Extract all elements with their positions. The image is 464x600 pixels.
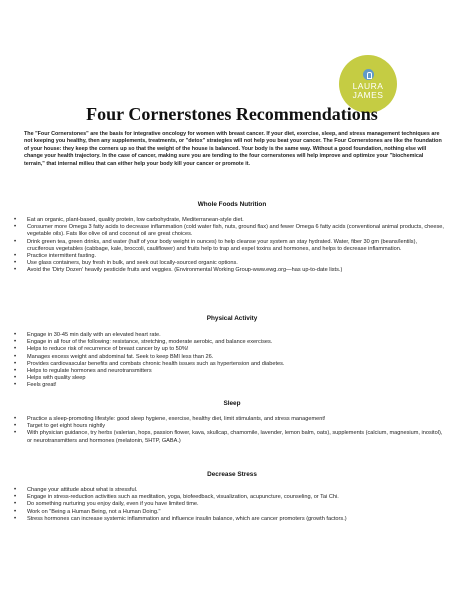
list-item: • Provides cardiovascular benefits and combats chronic health issues such as hypertension and diabetes. (14, 361, 444, 368)
list-item: • Use glass containers, buy fresh in bulk, and seek out locally-sourced organic options. (14, 260, 444, 267)
list-item: • Feels great! (14, 382, 444, 389)
logo-text-line1: LAURA (352, 80, 384, 91)
page-title: Four Cornerstones Recommendations (86, 104, 378, 124)
list-item: • Practice a sleep-promoting lifestyle: good sleep hygiene, exercise, healthy diet, limit stimulants, and stress management! (14, 416, 444, 423)
list-item: • Manages excess weight and abdominal fat. Seek to keep BMI less than 26. (14, 354, 444, 361)
list-item: • Helps to regulate hormones and neurotransmitters (14, 368, 444, 375)
section-heading-decrease-stress: Decrease Stress (207, 471, 257, 478)
physical-activity-list (14, 332, 444, 390)
list-item: • Do something nurturing you enjoy daily, even if you have limited time. (14, 501, 444, 508)
section-heading-physical-activity: Physical Activity (206, 315, 258, 322)
nutrition-list (14, 217, 444, 275)
list-item: • Drink green tea, green drinks, and water (half of your body weight in ounces) to help cleanse your system an stay hydrated. Water, fiber 30 gm (beans/lentils), cruciferous vegetables (cabbage, kale, broccoli, cauliflower) and fruits help to trap and expel toxins and hormones, and helps to decrease inflammation. (14, 239, 444, 253)
section-heading-sleep: Sleep (223, 400, 241, 407)
list-item: • Helps with quality sleep (14, 375, 444, 382)
list-item: • With physician guidance, try herbs (valerian, hops, passion flower, kava, skullcap, chamomile, lavender, lemon balm, oats), supplements (calcium, magnesium, inositol), or neurotransmitters and hormones (melatonin, 5HTP, GABA.) (14, 430, 444, 444)
section-heading-nutrition: Whole Foods Nutrition (197, 201, 267, 208)
list-item: • Engage in stress-reduction activities such as meditation, yoga, biofeedback, visualization, acupuncture, counseling, or Tai Chi. (14, 494, 444, 501)
sleep-list (14, 416, 444, 445)
intro-paragraph: The "Four Cornerstones" are the basis for integrative oncology for women with breast cancer. If your diet, exercise, sleep, and stress management techniques are not keeping you healthy, then any supplements, treatments, or "detox" strategies will not help you beat your cancer. The Four Cornerstones are like the foundation of your house: they keep the corners up so that the weight of the house is balanced. Your body is the same way. Without a good foundation, nothing else will change your health trajectory. In the case of cancer, making sure you are tending to the four cornerstones will help improve and optimize your "biochemical terrain," that internal milieu that can either help your body kill your cancer or promote it. (24, 131, 442, 167)
list-item: • Work on "Being a Human Being, not a Human Doing." (14, 509, 444, 516)
logo-text-line2: JAMES (352, 89, 384, 100)
logo-mark-icon (363, 69, 374, 80)
list-item: • Avoid the 'Dirty Dozen' heavily pesticide fruits and veggies. (Environmental Working Group-www.ewg.org—has up-to-date lists.) (14, 267, 444, 274)
list-item: • Helps to reduce risk of recurrence of breast cancer by up to 50%! (14, 346, 444, 353)
list-item: • Consumer more Omega 3 fatty acids to decrease inflammation (cold water fish, nuts, ground flax) and fewer Omega 6 fatty acids (conventional animal products, cheese, vegetable oils). Fats like olive oil and coconut oil are great choices. (14, 224, 444, 238)
list-item: • Change your attitude about what is stressful. (14, 487, 444, 494)
list-item: • Engage in 30-45 min daily with an elevated heart rate. (14, 332, 444, 339)
list-item: • Engage in all four of the following: resistance, stretching, moderate aerobic, and balance exercises. (14, 339, 444, 346)
list-item: • Target to get eight hours nightly (14, 423, 444, 430)
list-item: • Practice intermittent fasting. (14, 253, 444, 260)
list-item: • Stress hormones can increase systemic inflammation and influence insulin balance, which are cancer promoters (growth factors.) (14, 516, 444, 523)
decrease-stress-list (14, 487, 444, 523)
list-item: • Eat an organic, plant-based, quality protein, low carbohydrate, Mediterranean-style diet. (14, 217, 444, 224)
